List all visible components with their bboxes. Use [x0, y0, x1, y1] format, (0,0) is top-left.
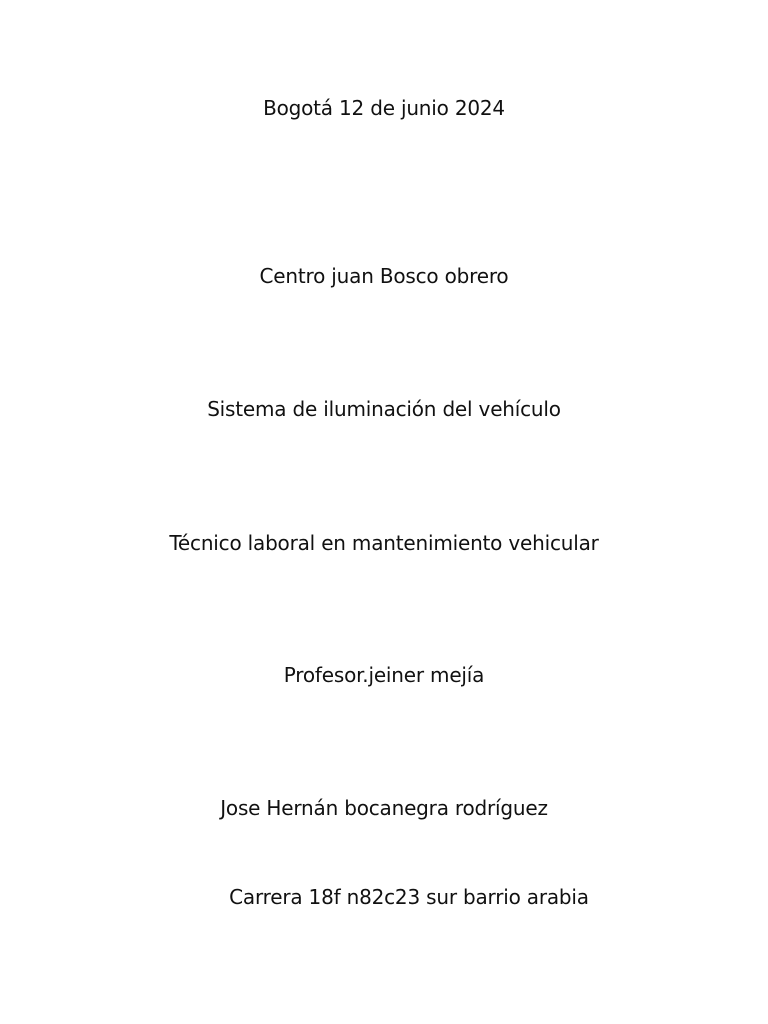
program-name: Técnico laboral en mantenimiento vehicular — [169, 531, 599, 555]
teacher-name: Profesor.jeiner mejía — [283, 663, 485, 687]
address-line: Carrera 18f n82c23 sur barrio arabia — [229, 885, 589, 909]
student-name: Jose Hernán bocanegra rodríguez — [220, 796, 548, 820]
date-line: Bogotá 12 de junio 2024 — [263, 96, 505, 120]
institution-name: Centro juan Bosco obrero — [259, 264, 509, 288]
topic-title: Sistema de iluminación del vehículo — [207, 397, 561, 421]
